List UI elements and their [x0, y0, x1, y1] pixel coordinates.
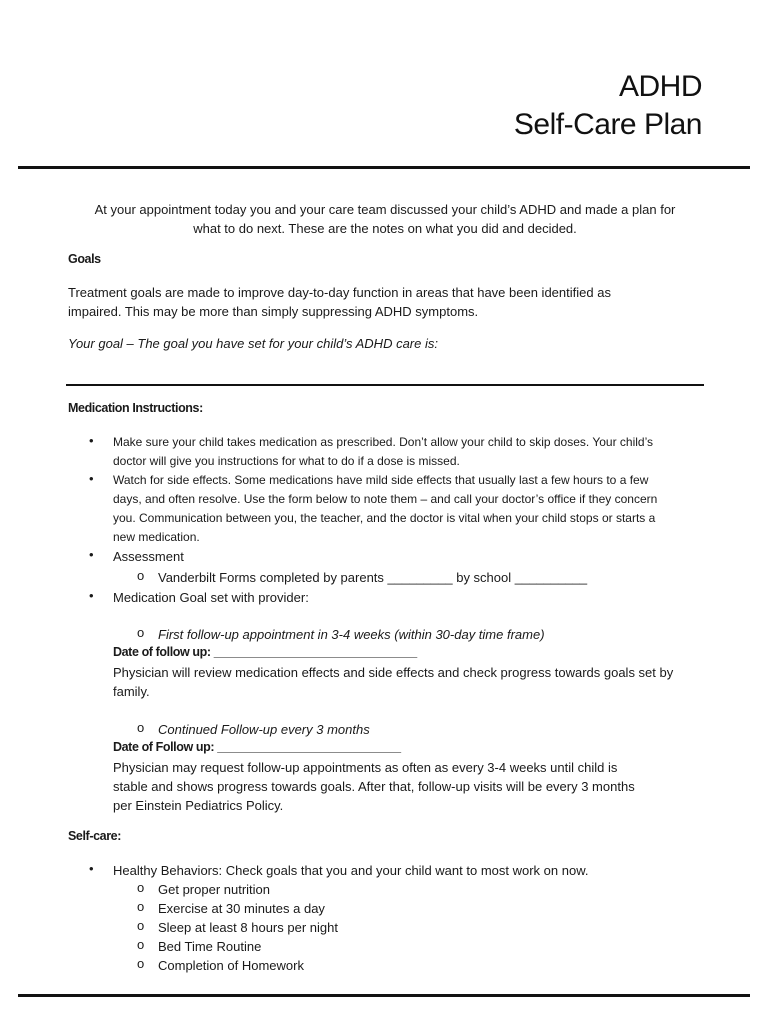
goals-text-line-1: Treatment goals are made to improve day-to-day function in areas that have been identified as [68, 285, 611, 300]
selfcare-heading: Self-care: [68, 829, 121, 843]
date-of-followup-1[interactable]: Date of follow up: _______________________________ [113, 645, 417, 659]
intro-line-2: what to do next. These are the notes on what you did and decided. [193, 221, 577, 236]
med-bullet-1-line-1: Make sure your child takes medication as prescribed. Don’t allow your child to skip doses. Your child’s [113, 435, 654, 449]
medication-heading: Medication Instructions: [68, 401, 203, 415]
med-bullet-2-line-4: new medication. [113, 530, 200, 544]
sub-bullet-icon: o [137, 937, 145, 952]
goal-answer-line[interactable] [66, 384, 704, 386]
physician-review-line-1: Physician will review medication effects and side effects and check progress towards goals set by [113, 665, 674, 680]
medication-goal-label: Medication Goal set with provider: [113, 590, 309, 605]
selfcare-item-bedtime[interactable]: Bed Time Routine [158, 939, 262, 954]
bullet-icon: • [89, 861, 94, 876]
med-bullet-2-line-3: you. Communication between you, the teacher, and the doctor is vital when your child stops or starts a [113, 511, 656, 525]
first-followup-text: First follow-up appointment in 3-4 weeks (within 30-day time frame) [158, 627, 545, 642]
header-divider [18, 166, 750, 169]
title-line-1: ADHD [618, 70, 702, 103]
med-bullet-2-line-2: days, and often resolve. Use the form below to note them – and call your doctor’s office if they concern [113, 492, 658, 506]
selfcare-item-homework[interactable]: Completion of Homework [158, 958, 304, 973]
sub-bullet-icon: o [137, 720, 145, 735]
sub-bullet-icon: o [137, 899, 145, 914]
selfcare-item-exercise[interactable]: Exercise at 30 minutes a day [158, 901, 325, 916]
physician-review-line-2: family. [113, 684, 150, 699]
intro-line-1: At your appointment today you and your care team discussed your child’s ADHD and made a plan for [94, 202, 676, 217]
goals-text-line-2: impaired. This may be more than simply suppressing ADHD symptoms. [68, 304, 479, 319]
continued-followup-text: Continued Follow-up every 3 months [158, 722, 370, 737]
bullet-icon: • [89, 471, 94, 486]
vanderbilt-forms-line[interactable]: Vanderbilt Forms completed by parents _________ by school __________ [158, 570, 588, 585]
assessment-label: Assessment [113, 549, 184, 564]
selfcare-item-nutrition[interactable]: Get proper nutrition [158, 882, 271, 897]
sub-bullet-icon: o [137, 625, 145, 640]
bullet-icon: • [89, 433, 94, 448]
footer-divider [18, 994, 750, 997]
healthy-behaviors-text: Healthy Behaviors: Check goals that you and your child want to most work on now. [113, 863, 589, 878]
sub-bullet-icon: o [137, 956, 145, 971]
med-bullet-1-line-2: doctor will give you instructions for what to do if a dose is missed. [113, 454, 460, 468]
sub-bullet-icon: o [137, 568, 145, 583]
physician-request-line-2: stable and shows progress towards goals. After that, follow-up visits will be every 3 months [113, 779, 635, 794]
sub-bullet-icon: o [137, 880, 145, 895]
bullet-icon: • [89, 588, 94, 603]
med-bullet-2-line-1: Watch for side effects. Some medications have mild side effects that usually last a few hours to a few [113, 473, 649, 487]
selfcare-item-sleep[interactable]: Sleep at least 8 hours per night [158, 920, 338, 935]
physician-request-line-1: Physician may request follow-up appointments as often as every 3-4 weeks until child is [113, 760, 618, 775]
physician-request-line-3: per Einstein Pediatrics Policy. [113, 798, 284, 813]
date-of-followup-2[interactable]: Date of Follow up: ____________________________ [113, 740, 401, 754]
bullet-icon: • [89, 547, 94, 562]
your-goal-prompt: Your goal – The goal you have set for your child’s ADHD care is: [68, 336, 438, 351]
goals-heading: Goals [68, 252, 101, 266]
title-line-2: Self-Care Plan [513, 108, 702, 141]
sub-bullet-icon: o [137, 918, 145, 933]
